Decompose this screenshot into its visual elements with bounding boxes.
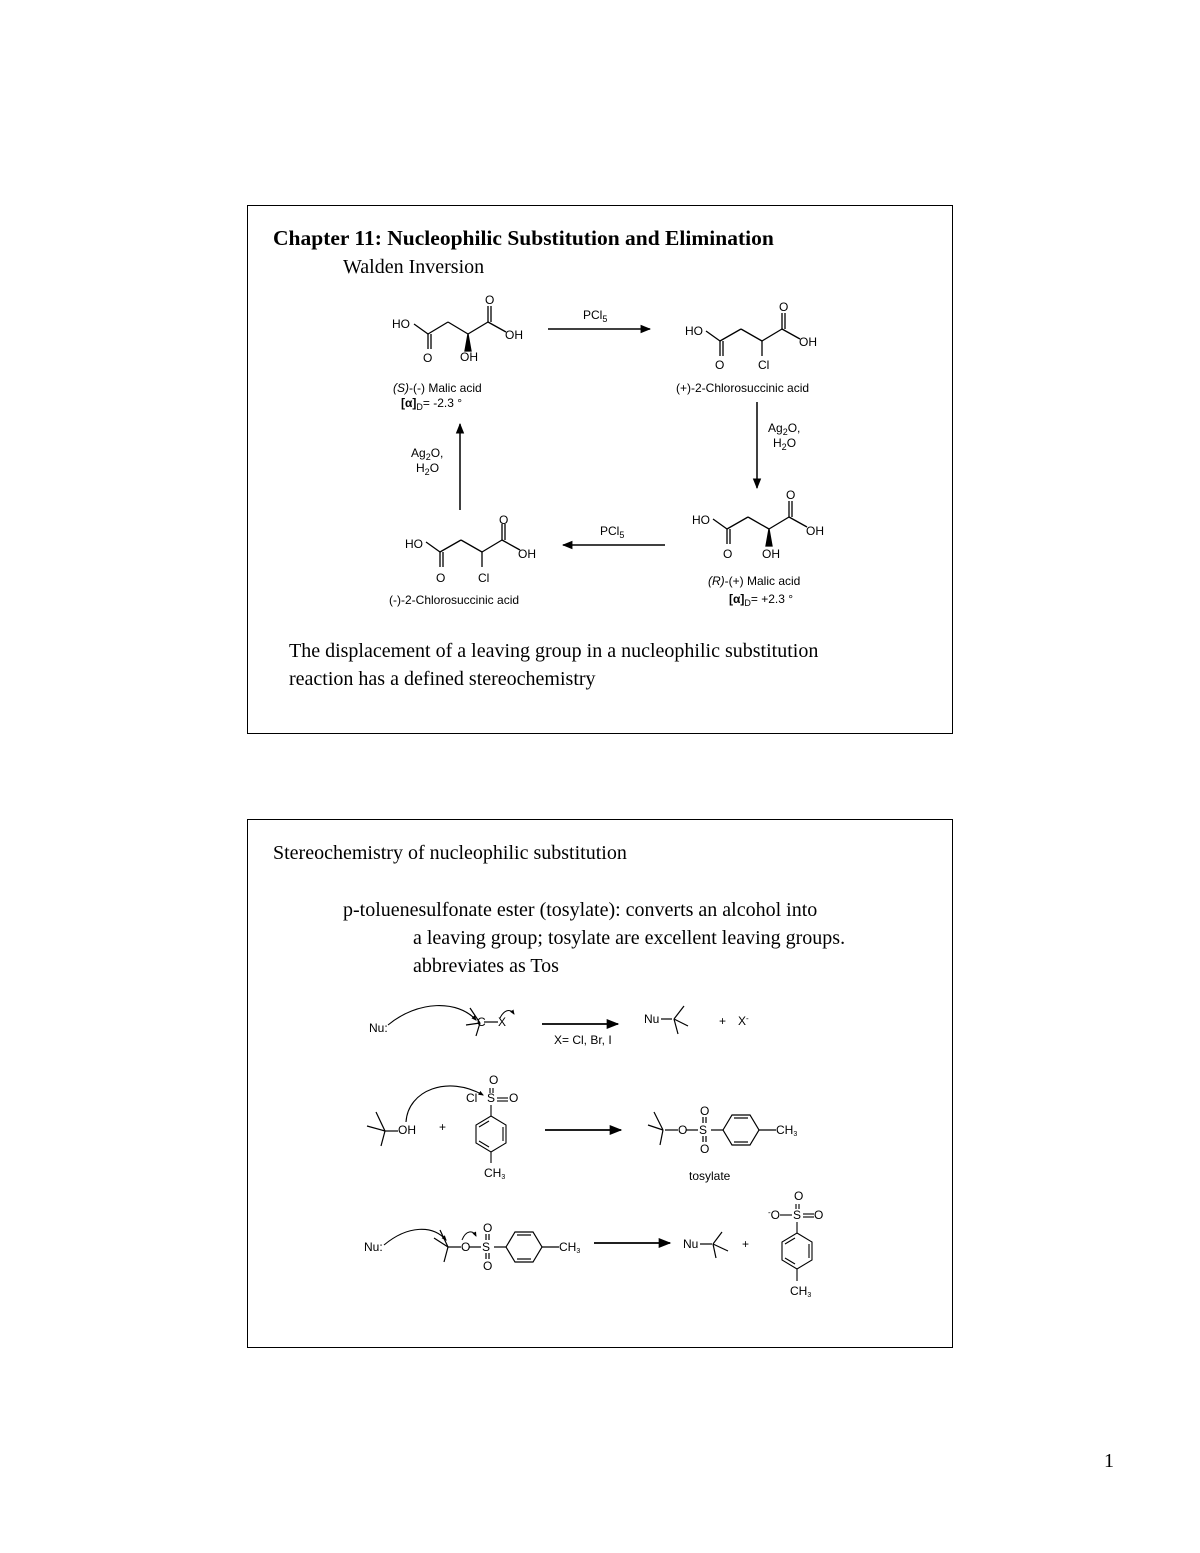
oxygen-label: O <box>814 1208 824 1222</box>
plus-sign: + <box>742 1237 750 1251</box>
slide-title: Stereochemistry of nucleophilic substitution <box>273 842 627 864</box>
product-nu: Nu <box>683 1237 699 1251</box>
oxygen-label: O <box>700 1142 710 1156</box>
tosylate-reaction-scheme <box>248 820 952 1347</box>
oxygen-label: O <box>700 1104 710 1118</box>
condition-label: X= Cl, Br, I <box>554 1033 612 1047</box>
nucleophile-label: Nu: <box>364 1240 383 1254</box>
methyl-label: CH3 <box>484 1166 506 1181</box>
reagent-pcl5-top: PCl$_5$ <box>583 308 608 324</box>
atom-o: O <box>485 293 495 307</box>
atom-o: O <box>786 488 796 502</box>
reaction-tosylate-displacement <box>364 1189 823 1299</box>
slide-stereochemistry <box>247 819 953 1348</box>
atom-o: O <box>436 571 446 585</box>
sulfur-label: S <box>793 1208 802 1222</box>
reaction-sn2-general <box>369 1006 749 1047</box>
tosylate-anion-oxygen: -O <box>768 1208 781 1222</box>
atom-ho: HO <box>405 537 423 551</box>
atom-oh: OH <box>799 335 817 349</box>
chlorine-label: Cl <box>466 1091 478 1105</box>
tosylate-definition-line3: abbreviates as Tos <box>413 955 559 977</box>
s-malic-acid-rotation: $[\alpha]_D= -2.3$ ° <box>401 396 463 412</box>
nucleophile-label: Nu: <box>369 1021 388 1035</box>
s-malic-acid-label: (S)-(-) Malic acid <box>393 381 482 395</box>
slide-title: Chapter 11: Nucleophilic Substitution and Elimination <box>273 226 774 250</box>
atom-ho: HO <box>392 317 410 331</box>
atom-o: O <box>779 300 789 314</box>
r-malic-acid-label: (R)-(+) Malic acid <box>708 574 801 588</box>
atom-o: O <box>715 358 725 372</box>
product-nu: Nu <box>644 1012 660 1026</box>
body-text-line1: The displacement of a leaving group in a nucleophilic substitution <box>289 640 819 662</box>
halide-ion: X- <box>738 1014 749 1028</box>
oxygen-label: O <box>483 1221 493 1235</box>
page-number: 1 <box>1104 1450 1114 1472</box>
reaction-tosylate-formation <box>367 1073 797 1183</box>
tosylate-definition-line2: a leaving group; tosylate are excellent leaving groups. <box>413 927 846 949</box>
atom-o: O <box>423 351 433 365</box>
plus-chlorosuccinic-acid-structure <box>706 313 800 356</box>
atom-oh: OH <box>806 524 824 538</box>
methyl-label: CH3 <box>790 1284 812 1299</box>
reagent-pcl5-bottom: PCl$_5$ <box>600 524 625 540</box>
plus-sign: + <box>719 1014 727 1028</box>
oxygen-label: O <box>483 1259 493 1273</box>
methyl-label: CH3 <box>776 1123 798 1138</box>
atom-cl: Cl <box>758 358 770 372</box>
atom-ho: HO <box>692 513 710 527</box>
oxygen-label: O <box>509 1091 519 1105</box>
r-malic-acid-rotation: $[\alpha]_D= +2.3$ ° <box>729 592 794 608</box>
reagent-ag2o-left: $Ag_2O$, <box>411 446 444 462</box>
sulfur-label: S <box>699 1123 708 1137</box>
atom-cl: Cl <box>478 571 490 585</box>
sulfur-label: S <box>487 1091 496 1105</box>
r-malic-acid-structure <box>713 501 807 546</box>
body-text-line2: reaction has a defined stereochemistry <box>289 668 596 690</box>
atom-oh: OH <box>518 547 536 561</box>
oxygen-label: O <box>461 1240 471 1254</box>
atom-o: O <box>499 513 509 527</box>
tosylate-label: tosylate <box>689 1169 731 1183</box>
reagent-ag2o-right: $Ag_2O$, <box>768 421 801 437</box>
slide-walden-inversion <box>247 205 953 734</box>
reagent-h2o-right: $H_2O$ <box>773 436 797 452</box>
atom-o: O <box>723 547 733 561</box>
minus-chlorosuccinic-acid-structure <box>426 524 520 567</box>
tosylate-definition-line1: p-toluenesulfonate ester (tosylate): converts an alcohol into <box>343 899 818 921</box>
methyl-label: CH3 <box>559 1240 581 1255</box>
slide-subtitle: Walden Inversion <box>343 256 485 278</box>
minus-chlorosuccinic-label: (-)-2-Chlorosuccinic acid <box>389 593 520 607</box>
atom-ho: HO <box>685 324 703 338</box>
atom-oh: OH <box>460 350 478 364</box>
s-malic-acid-structure <box>414 306 506 351</box>
oxygen-label: O <box>678 1123 688 1137</box>
atom-oh: OH <box>505 328 523 342</box>
oxygen-label: O <box>489 1073 499 1087</box>
oxygen-label: O <box>794 1189 804 1203</box>
plus-chlorosuccinic-label: (+)-2-Chlorosuccinic acid <box>676 381 810 395</box>
hydroxyl-label: OH <box>398 1123 416 1137</box>
carbon-label: C <box>477 1015 486 1029</box>
plus-sign: + <box>439 1120 447 1134</box>
atom-oh: OH <box>762 547 780 561</box>
sulfur-label: S <box>482 1240 491 1254</box>
reagent-h2o-left: $H_2O$ <box>416 461 440 477</box>
leaving-group-x: X <box>498 1015 507 1029</box>
